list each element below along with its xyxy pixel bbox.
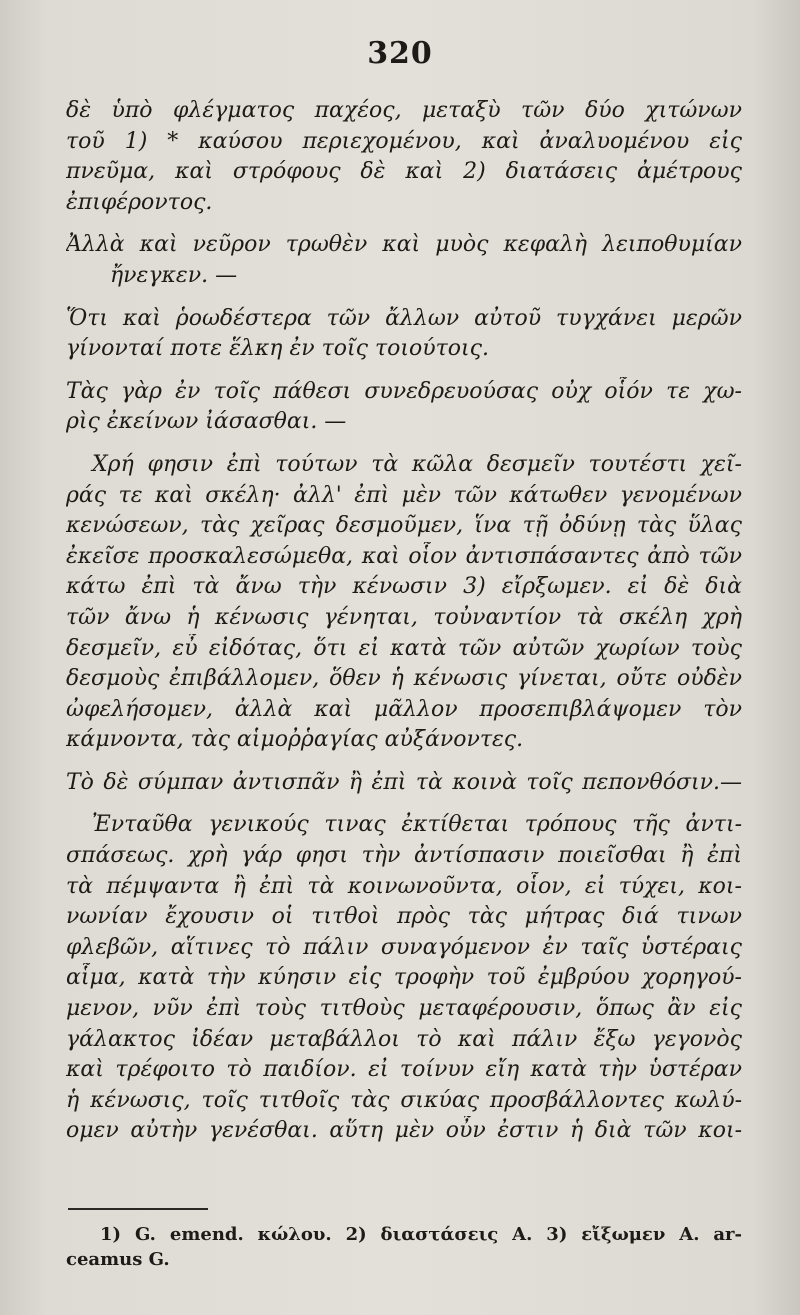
paragraph (66, 377, 742, 438)
paragraph (66, 810, 742, 1147)
text-line: ὠφελήσομεν, ἀλλὰ καὶ μᾶλλον προσεπιβλάψομεν τὸν (66, 696, 742, 722)
text-line: τοῦ 1) * καύσου περιεχομένου, καὶ ἀναλυομένου εἰς (66, 128, 742, 154)
main-text (66, 96, 742, 1147)
text-line: Τὰς γὰρ ἐν τοῖς πάθεσι συνεδρευούσας οὐχ οἷόν τε χω- (66, 378, 742, 404)
text-line: ράς τε καὶ σκέλη· ἀλλ' ἐπὶ μὲν τῶν κάτωθεν γενομένων (66, 482, 742, 508)
text-line: ἐκεῖσε προσκαλεσώμεθα, καὶ οἷον ἀντισπάσαντες ἀπὸ τῶν (66, 543, 742, 569)
footnote-line: 1) G. emend. κώλου. 2) διαστάσεις A. 3) εἴξωμεν A. ar- (100, 1224, 742, 1245)
text-line: τῶν ἄνω ἡ κένωσις γένηται, τοὐναντίον τὰ σκέλη χρὴ (66, 604, 742, 630)
text-line: δὲ ὑπὸ φλέγματος παχέος, μεταξὺ τῶν δύο χιτώνων (66, 98, 742, 123)
text-line: Χρή φησιν ἐπὶ τούτων τὰ κῶλα δεσμεῖν τουτέστι χεῖ- (92, 451, 742, 477)
footnote-divider (68, 1208, 208, 1210)
text-line: σπάσεως. χρὴ γάρ φησι τὴν ἀντίσπασιν ποιεῖσθαι ἢ ἐπὶ (66, 843, 742, 869)
text-line: ρὶς ἐκείνων ἰάσασθαι. — (66, 409, 347, 435)
text-line: Τὸ δὲ σύμπαν ἀντισπᾶν ἢ ἐπὶ τὰ κοινὰ τοῖς πεπονθόσιν.— (66, 769, 742, 795)
footnote-line: ceamus G. (66, 1249, 170, 1270)
text-line: καὶ τρέφοιτο τὸ παιδίον. εἰ τοίνυν εἴη κατὰ τὴν ὑστέραν (66, 1057, 742, 1083)
paragraph (66, 768, 742, 799)
footnotes (66, 1222, 742, 1272)
text-line: ἤνεγκεν. — (110, 262, 238, 288)
text-line: νωνίαν ἔχουσιν οἱ τιτθοὶ πρὸς τὰς μήτρας διά τινων (66, 904, 742, 930)
text-line: ἐπιφέροντος. (66, 189, 213, 215)
text-line: Ἀλλὰ καὶ νεῦρον τρωθὲν καὶ μυὸς κεφαλὴ λειποθυμίαν (66, 232, 742, 258)
page-number: 320 (367, 36, 433, 71)
text-line: Ὅτι καὶ ῥοωδέστερα τῶν ἄλλων αὐτοῦ τυγχάνει μερῶν (66, 305, 742, 331)
paragraph (66, 450, 742, 756)
text-line: τὰ πέμψαντα ἢ ἐπὶ τὰ κοινωνοῦντα, οἷον, εἰ τύχει, κοι- (66, 873, 742, 899)
text-line: μενον, νῦν ἐπὶ τοὺς τιτθοὺς μεταφέρουσιν, ὅπως ἂν εἰς (66, 996, 742, 1022)
text-line: γάλακτος ἰδέαν μεταβάλλοι τὸ καὶ πάλιν ἔξω γεγονὸς (66, 1026, 742, 1052)
text-line: Ἐνταῦθα γενικούς τινας ἐκτίθεται τρόπους τῆς ἀντι- (92, 812, 742, 838)
text-line: αἷμα, κατὰ τὴν κύησιν εἰς τροφὴν τοῦ ἐμβρύου χορηγού- (66, 965, 742, 991)
text-line: γίνονταί ποτε ἕλκη ἐν τοῖς τοιούτοις. (66, 336, 489, 362)
text-line: πνεῦμα, καὶ στρόφους δὲ καὶ 2) διατάσεις ἀμέτρους (66, 159, 742, 185)
text-line: ομεν αὐτὴν γενέσθαι. αὕτη μὲν οὖν ἐστιν ἡ διὰ τῶν κοι- (66, 1118, 742, 1144)
text-line: κάτω ἐπὶ τὰ ἄνω τὴν κένωσιν 3) εἴρξωμεν. εἰ δὲ διὰ (66, 574, 742, 600)
paragraph (66, 304, 742, 365)
text-line: κάμνοντα, τὰς αἱμοῤῥαγίας αὐξάνοντες. (66, 727, 524, 753)
paragraph (66, 96, 742, 218)
text-line: φλεβῶν, αἵτινες τὸ πάλιν συναγόμενον ἐν ταῖς ὑστέραις (66, 934, 742, 960)
paragraph (66, 230, 742, 291)
text-line: δεσμεῖν, εὖ εἰδότας, ὅτι εἰ κατὰ τῶν αὐτῶν χωρίων τοὺς (66, 635, 742, 661)
text-line: ἡ κένωσις, τοῖς τιτθοῖς τὰς σικύας προσβάλλοντες κωλύ- (66, 1087, 742, 1113)
text-line: δεσμοὺς ἐπιβάλλομεν, ὅθεν ἡ κένωσις γίνεται, οὔτε οὐδὲν (66, 666, 742, 692)
text-line: κενώσεων, τὰς χεῖρας δεσμοῦμεν, ἵνα τῇ ὀδύνῃ τὰς ὕλας (66, 513, 742, 539)
